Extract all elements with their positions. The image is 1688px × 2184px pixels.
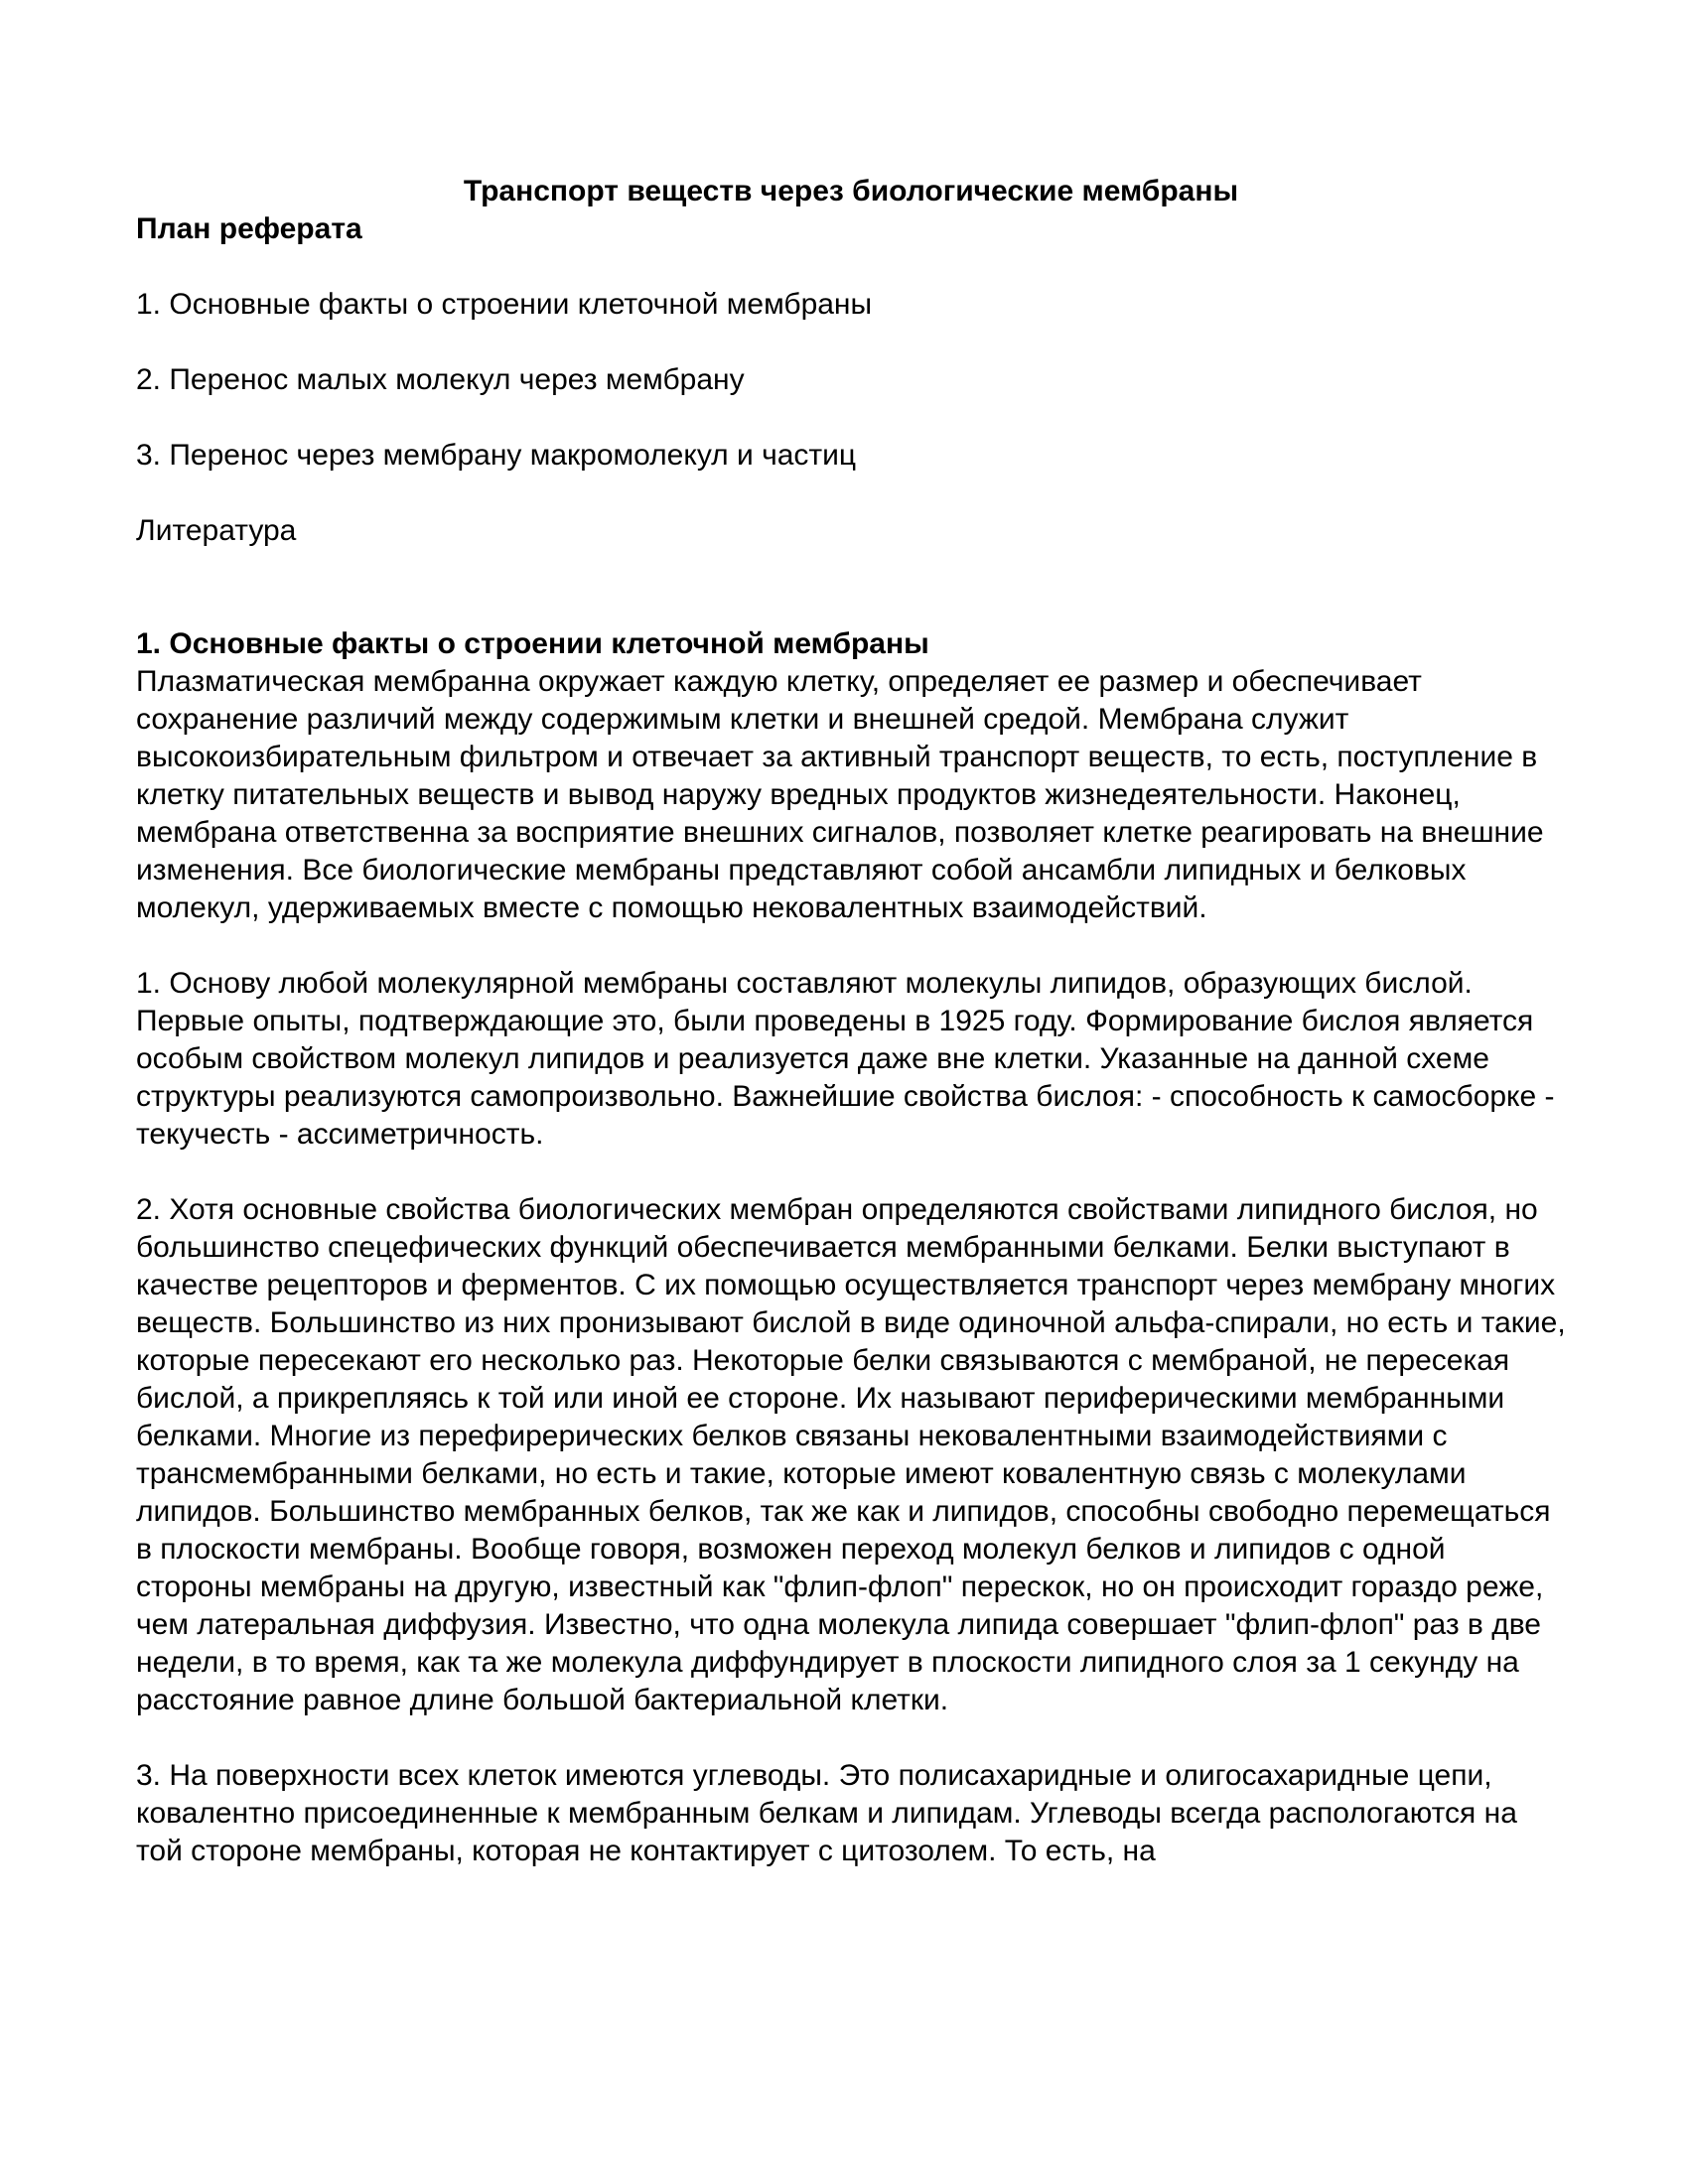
section-heading: 1. Основные факты о строении клеточной мембраны (136, 627, 929, 660)
plan-item: 3. Перенос через мембрану макромолекул и частиц (136, 439, 857, 472)
paragraph: 1. Основу любой молекулярной мембраны составляют молекулы липидов, образующих бислой. Первые опыты, подтверждающие это, были проведены в 1925 году. Формирование бислоя является особым свойством молекул липидов и реализуется даже вне клетки. Указанные на данной схеме структуры реализуются самопроизвольно. Важнейшие свойства бислоя: - способность к самосборке - текучесть - ассиметричность. (136, 967, 1555, 1151)
plan-heading: План реферата (136, 212, 362, 245)
paragraph: Плазматическая мембранна окружает каждую клетку, определяет ее размер и обеспечивает сохранение различий между содержимым клетки и внешней средой. Мембрана служит высокоизбирательным фильтром и отвечает за активный транспорт веществ, то есть, поступление в клетку питательных веществ и вывод наружу вредных продуктов жизнедеятельности. Наконец, мембрана ответственна за восприятие внешних сигналов, позволяет клетке реагировать на внешние изменения. Все биологические мембраны представляют собой ансамбли липидных и белковых молекул, удерживаемых вместе с помощью нековалентных взаимодействий. (136, 665, 1544, 924)
plan-item: 2. Перенос малых молекул через мембрану (136, 363, 745, 396)
plan-item-literature: Литература (136, 514, 297, 547)
plan-list (136, 286, 1566, 550)
page-content (136, 173, 1566, 1870)
paragraph: 2. Хотя основные свойства биологических мембран определяются свойствами липидного бислоя, но большинство спецефических функций обеспечивается мембранными белками. Белки выступают в качестве рецепторов и ферментов. С их помощью осуществляется транспорт через мембрану многих веществ. Большинство из них пронизывают бислой в виде одиночной альфа-спирали, но есть и такие, которые пересекают его несколько раз. Некоторые белки связываются с мембраной, не пересекая бислой, а прикрепляясь к той или иной ее стороне. Их называют периферическими мембранными белками. Многие из перефирерических белков связаны нековалентными взаимодействиями с трансмембранными белками, но есть и такие, которые имеют ковалентную связь с молекулами липидов. Большинство мембранных белков, так же как и липидов, способны свободно перемещаться в плоскости мембраны. Вообще говоря, возможен переход молекул белков и липидов с одной стороны мембраны на другую, известный как "флип-флоп" перескок, но он происходит гораздо реже, чем латеральная диффузия. Известно, что одна молекула липида совершает "флип-флоп" раз в две недели, в то время, как та же молекула диффундирует в плоскости липидного слоя за 1 секунду на расстояние равное длине большой бактериальной клетки. (136, 1193, 1566, 1716)
plan-item: 1. Основные факты о строении клеточной мембраны (136, 288, 873, 321)
paragraph: 3. На поверхности всех клеток имеются углеводы. Это полисахаридные и олигосахаридные цепи, ковалентно присоединенные к мембранным белкам и липидам. Углеводы всегда распологаются на той стороне мембраны, которая не контактирует с цитозолем. То есть, на (136, 1759, 1517, 1867)
document-title: Транспорт веществ через биологические мембраны (463, 175, 1239, 207)
section-body (136, 663, 1566, 1870)
